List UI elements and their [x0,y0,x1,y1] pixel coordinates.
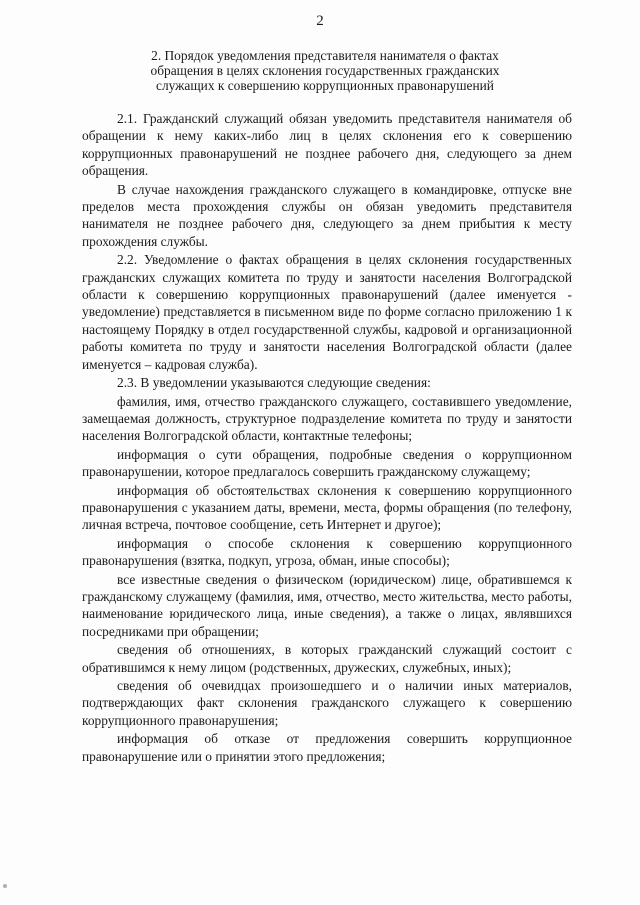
list-item-method: информация о способе склонения к совершению коррупционного правонарушения (взятка, подкуп, угроза, обман, иные способы); [82,535,572,569]
list-item-circumstances: информация об обстоятельствах склонения к совершению коррупционного правонарушения с указанием даты, времени, места, формы обращения (по телефону, личная встреча, почтовое сообщение, сеть Интернет и другое); [82,482,572,533]
list-item-person-info: все известные сведения о физическом (юридическом) лице, обратившемся к гражданскому служащему (фамилия, имя, отчество, место жительства, место работы, наименование юридического лица, иные сведения), а также о лицах, являвшихся посредниками при обращении; [82,571,572,639]
paragraph-2-1: 2.1. Гражданский служащий обязан уведомить представителя нанимателя об обращении к нему каких-либо лиц в целях склонения его к совершению коррупционных правонарушений не позднее рабочего дня, следующего за днем обращения. [82,111,572,179]
list-item-relations: сведения об отношениях, в которых гражданский служащий состоит с обратившимся к нему лицом (родственных, дружеских, служебных, иных); [82,642,572,675]
section-heading [120,48,530,94]
page-number: 2 [316,13,324,29]
paragraph-2-3: 2.3. В уведомлении указываются следующие сведения: [117,375,431,391]
paragraph-2-2: 2.2. Уведомление о фактах обращения в целях склонения государственных гражданских служащих комитета по труду и занятости населения Волгоградской области к совершению коррупционных правонарушений (далее именуется - уведомление) представляется в письменном виде по форме согласно приложению 1 к настоящему Порядку в отдел государственной службы, кадровой и организационной работы комитета по труду и занятости населения Волгоградской области (далее именуется – кадровая служба). [82,252,572,372]
list-item-employee-info: фамилия, имя, отчество гражданского служащего, составившего уведомление, замещаемая должность, структурное подразделение комитета по труду и занятости населения Волгоградской области, контактные телефоны; [82,393,572,444]
list-item-refusal: информация об отказе от предложения совершить коррупционное правонарушение или о принятии этого предложения; [82,731,572,764]
list-item-essence-of-appeal: информация о сути обращения, подробные сведения о коррупционном правонарушении, которое предлагалось совершить гражданскому служащему; [82,446,572,480]
paragraph-business-trip: В случае нахождения гражданского служащего в командировке, отпуске вне пределов места прохождения службы он обязан уведомить представителя нанимателя не позднее рабочего дня, следующего за днем прибытия к месту прохождения службы. [82,181,572,249]
document-body [82,110,572,766]
list-item-witnesses: сведения об очевидцах произошедшего и о наличии иных материалов, подтверждающих факт склонения гражданского служащего к совершению коррупционного правонарушения; [82,678,572,728]
scan-artifact [3,884,7,888]
section-heading-line: служащих к совершению коррупционных правонарушений [156,78,494,94]
section-heading-line: 2. Порядок уведомления представителя нанимателя о фактах [151,48,499,63]
section-heading-line: обращения в целях склонения государственных гражданских [150,63,500,79]
